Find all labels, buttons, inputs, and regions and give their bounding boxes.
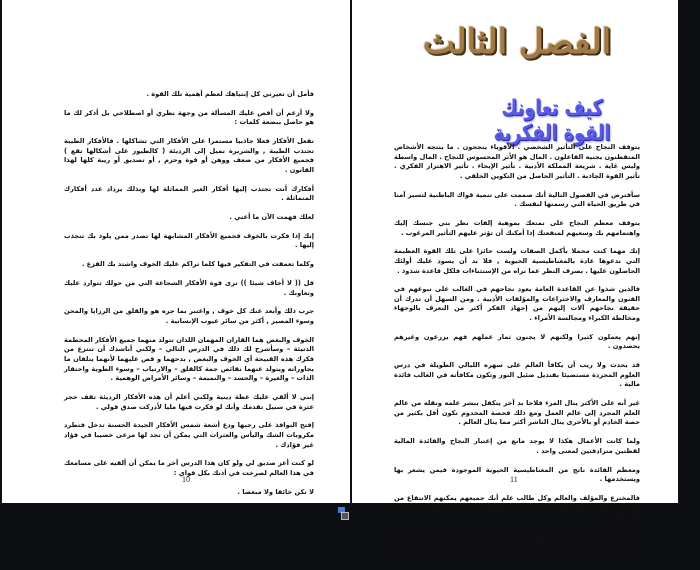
paragraph: تفعل الأفكار فعلا جاذبيا مستمرا على الأفكار التي تشاكلها . فالأفكار الطيبة تجتذب الطيبة , والشريرة تميل إلى الرديئة ( كالطيور على أشكالها تقع ) فجميع الأفكار من ضعف ووهن أو قوة وحزم , أو تصديق أو ريبة كلها لهذا القانون . [64,137,314,174]
paragraph: سأفترض في الفصول التالية أنك صممت على تنمية قواك الباطنية لتسير آمنا في طريق الحياة التي رسمتها لنفسك . [394,190,640,209]
paragraph: إلا أن الإنسان المدني الذي يكون على اتصال دائم ببني جنسه هو الذي تعرض له غالبا فرصة استعمال تلك القوة المدهشة التي لا تنيله النجاح فقط بل وقوامه المادي أي المال . [394,531,640,560]
left-page-text [64,90,314,506]
paragraph: إنهم يعملون كثيرا ولكنهم لا يجنون ثمار عملهم فهم يزرعون وغيرهم يحصدون . [394,332,640,351]
paragraph: لا تكن خائفا ولا مبغضا . [237,487,314,496]
app-icon[interactable] [338,507,349,520]
left-page [2,0,350,503]
right-page-text [394,143,640,570]
paragraph: فالذين شذوا عن القاعدة العامة يعود نجاحهم في الغالب على نبوغهم في الفنون والمعارف والاختراعات والمؤلفات الأدبية . ومن السهل أن تدرك أن حقيقة نجاحهم آلات إليهم من إجهاد الفكر أكثر من التعرف بالوجهاء ومخالطة الكبراء ومجالسة الأمراء . [394,285,640,323]
paragraph: إفتح النوافذ على رحبها ودع أشعة شمس الأفكار الجيدة الحسنة تدخل فتطرد مكروبات الشك واليأس والعثرات التي يمكن أن تجد لها مرعى خصيبا في فؤاد غير فؤادك . [64,421,314,449]
right-page [352,0,678,560]
paragraph: ومعظم الفائدة ناتج من المغناطيسية الحيوية الموجودة فيمن يشعر بها ويستخدمها . [394,465,640,484]
paragraph: جرب ذلك وأبعد عنك كل خوف , واعتبر بما جره هو والقلق من الرزايا والمحن وسوء المصير , أكثر من سائر عيوب الإنسانية . [64,307,314,325]
chapter-subtitle: كيف تعاونك القوة الفكرية [493,96,611,146]
paragraph: وكلما تعمقت في التفكير فيها كلما تراكم عليك الخوف واشتد بك الفزع . [81,260,314,269]
paragraph: ولما كانت الأعمال هكذا لا يوجد مانع من إعتبار النجاح والفائدة المالية لفظتين مترادفتين لمعنى واحد . [394,437,640,455]
paragraph: إنك مهما كنت محملا بأكمل الصفات ولست حائزا على تلك القوة العظيمة التي ندعوها عادة بالمغناطيسية الحيوية , فلا بد أن يسود عليك أولئك الحاصلون عليها . بصرف النظر عما نراه من الإستثناءات فلكل قاعدة شذوذ . [394,247,640,275]
paragraph: إنك إذا فكرت بالخوف فجميع الأفكار المشابهة لها تصدر ممن يلوذ بك تنجذب إليها . [64,231,314,250]
paragraph: لو كنت أعز صديق لي ولو كان هذا الدرس آخر ما يمكن أن ألقيه على مسامعك في هذا العالم لصرخت في أذنك بكل قواي : [64,459,314,477]
paragraph: غير أنه على الأكثر ينال المرء فلاحا بد آخر يتكفل بنشر علمه ونقله من عالم العلم المجرد إلى عالم العمل ومع ذلك فحصة المخدوم تكون أقل بكثير من حصة الخادم أو بالأحرى ينال الناشر أكثر مما ينال العالم . [394,399,640,427]
paragraph: فالمخترع والمؤلف والعالم وكل طالب علم أنك جميعهم يمكنهم الانتفاع من المملكة الفكرية والوقوف على أسرارها والعمل على استخدامها في الدوائر المعقولة . [394,493,640,522]
page-number: 10 [182,475,190,484]
paragraph: يتوقف معظم النجاح على تمتعك بموهبة إلفات نظر بني جنسك إليك واهتمامهم بك وسعيهم لمنفعتك إذا أمكنك أن تؤثر عليهم التأثير المرغوب . [394,218,640,237]
chapter-title: الفصل الثالث [422,22,612,62]
paragraph: قد يحدث ولا ريب أن يكافأ العالم على سهره الليالي الطويلة في درس العلوم المجردة مستضيئا بقنديل ضئيل النور وتكون مكافأته في الغالب فائدة مالية . [394,361,640,389]
paragraph: أفكارك أنت تجتذب إليها أفكار الغير المماثلة لها وبذلك يزداد عدد أفكارك المتماثلة . [64,184,314,203]
page-number: 11 [510,475,518,484]
paragraph: الخوف والبغض هما القاران المهمان اللذان تتولد منهما جميع الأفكار المحطمة الدنيئة – وسأشرح لك ذلك في الدرس التالي – ولكني أناشدك أن تنتزع من فكرك هذه القبيحة أي الخوف والبغض , بدحهما و قص عليهما لأنهما يتلفان ما يجاورانه ويتولد عنهما نقائص جمة كالقلق – والارتياب – وسوء الطوية واحتقار الذات – والغيرة – والحسد – والنميمة – وسائر الأمراض الوهمية . [64,335,314,383]
paragraph: فأمل أن تعيرني كل إنتباهك لعظم أهمية تلك القوة . [146,90,314,98]
paragraph: ولا أزعم أن أقص عليك المسألة من وجهة نظري أو اصطلاحي بل أذكر لك ما هو حاصل ببضعة كلمات : [64,108,314,127]
paragraph: لعلك فهمت الآن ما أعني . [229,213,314,222]
paragraph: قل (( لا أخاف شيئا )) ترى قوة الأفكار الشجاعة التي من حولك تتوارد عليك وتعاونك . [64,279,314,297]
paragraph: يتوقف النجاح على التأثير الشخصي . الأقوياء ينجحون . ما ينتجه الأشخاص المتفطنون يجنيه الفاعلون . المال هو الأثر المحسوس للنجاح . المال واسطة وليس غاية . شريعة المملكة الأدبية . تأثير الإيحاء . تأثير الاهتزاز الفكري . تأثير القوة الجاذبة . التأثير الحاصل من التكوين الخلقي . [394,143,640,180]
paragraph: إنني لا ألقي عليك عظة دينية ولكني أعلم أن هذه الأفكار الرديئة تقف حجر عثرة في سبيل تقدمك وأنك لو فكرت فيها مليا لأدركت صدق قولي . [64,392,314,411]
